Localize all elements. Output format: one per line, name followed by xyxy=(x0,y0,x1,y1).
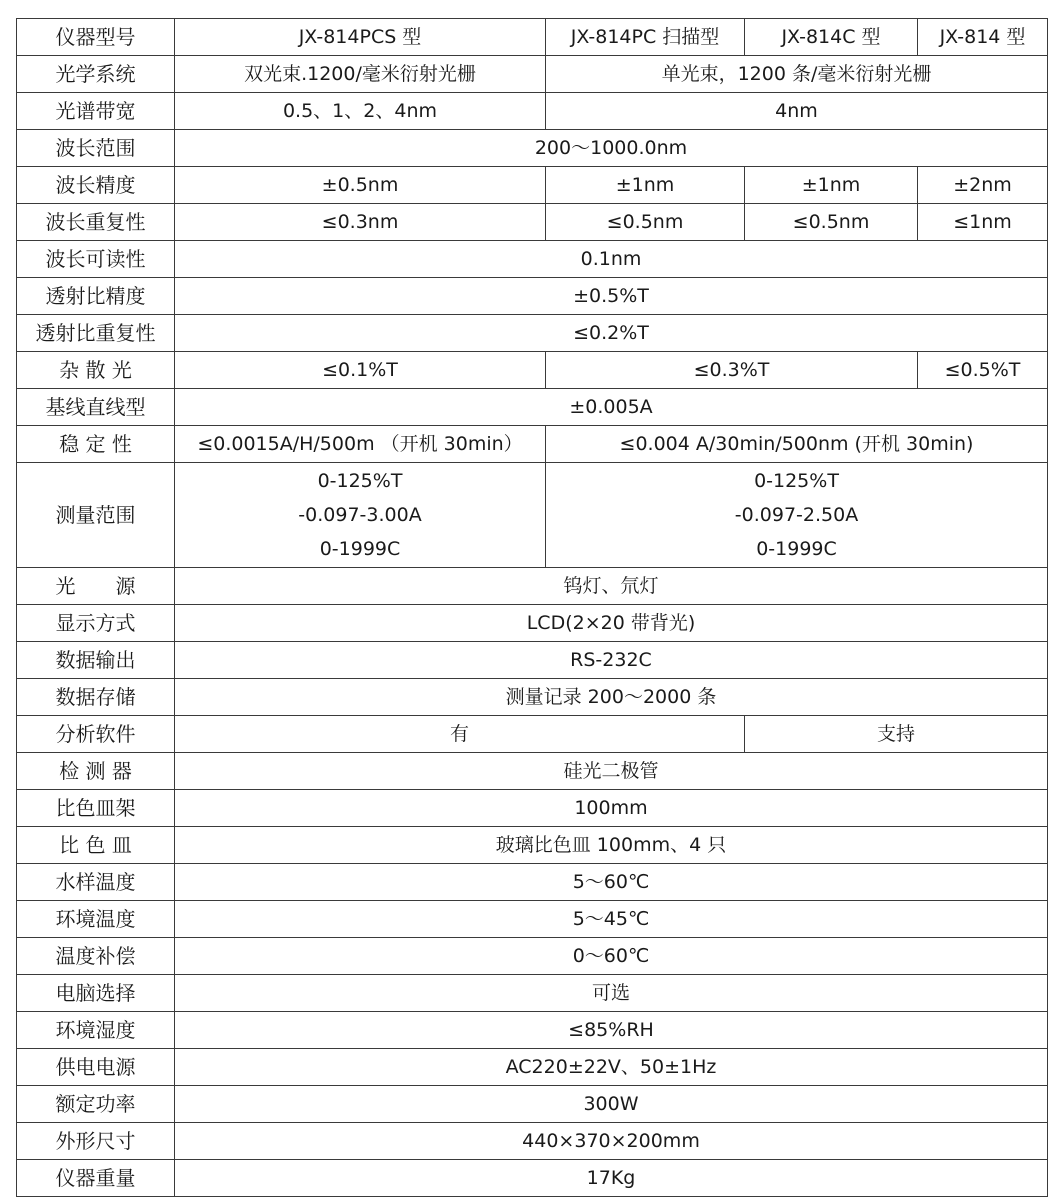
row-label: 分析软件 xyxy=(17,716,175,753)
spec-value-line: 0-125%T xyxy=(754,470,839,492)
spec-value-cell: 0～60℃ xyxy=(175,938,1048,975)
table-row xyxy=(17,1160,1048,1197)
spec-value-cell: ±0.5%T xyxy=(175,278,1048,315)
row-label: 波长重复性 xyxy=(17,204,175,241)
spec-value-cell: 100mm xyxy=(175,790,1048,827)
row-label: 温度补偿 xyxy=(17,938,175,975)
row-label: 额定功率 xyxy=(17,1086,175,1123)
row-label: 杂 散 光 xyxy=(17,352,175,389)
spec-value-cell xyxy=(546,463,1048,568)
spec-value-cell: 有 xyxy=(175,716,745,753)
row-label: 透射比精度 xyxy=(17,278,175,315)
spec-value-cell: RS-232C xyxy=(175,642,1048,679)
table-row xyxy=(17,938,1048,975)
table-row xyxy=(17,315,1048,352)
spec-value-cell: ≤0.5%T xyxy=(918,352,1048,389)
table-row xyxy=(17,1123,1048,1160)
spec-value-cell: LCD(2×20 带背光) xyxy=(175,605,1048,642)
spec-value-cell: 4nm xyxy=(546,93,1048,130)
spec-value-cell: 5～45℃ xyxy=(175,901,1048,938)
row-label: 检 测 器 xyxy=(17,753,175,790)
table-row xyxy=(17,278,1048,315)
table-row xyxy=(17,568,1048,605)
spec-value-cell: ≤1nm xyxy=(918,204,1048,241)
spec-value-cell: ≤0.5nm xyxy=(745,204,918,241)
spec-value-cell: ±0.005A xyxy=(175,389,1048,426)
row-label: 比 色 皿 xyxy=(17,827,175,864)
table-row xyxy=(17,93,1048,130)
spec-value-cell: ≤0.1%T xyxy=(175,352,546,389)
row-label: 波长范围 xyxy=(17,130,175,167)
table-row xyxy=(17,19,1048,56)
row-label: 环境温度 xyxy=(17,901,175,938)
spec-value-cell: 硅光二极管 xyxy=(175,753,1048,790)
spec-value-cell: ±1nm xyxy=(745,167,918,204)
row-label: 环境湿度 xyxy=(17,1012,175,1049)
table-row xyxy=(17,1049,1048,1086)
spec-value-line: 0-1999C xyxy=(319,538,401,560)
spec-value-cell: 200～1000.0nm xyxy=(175,130,1048,167)
table-row xyxy=(17,864,1048,901)
spec-value-cell: AC220±22V、50±1Hz xyxy=(175,1049,1048,1086)
table-row xyxy=(17,716,1048,753)
row-label: 水样温度 xyxy=(17,864,175,901)
spec-value-cell: 440×370×200mm xyxy=(175,1123,1048,1160)
table-row xyxy=(17,204,1048,241)
spec-value-cell: 0.1nm xyxy=(175,241,1048,278)
spec-value-cell: JX-814 型 xyxy=(918,19,1048,56)
spec-value-cell: 单光束，1200 条/毫米衍射光栅 xyxy=(546,56,1048,93)
spec-value-cell: 17Kg xyxy=(175,1160,1048,1197)
table-row xyxy=(17,241,1048,278)
spec-value-cell: 300W xyxy=(175,1086,1048,1123)
table-row xyxy=(17,463,1048,568)
table-row xyxy=(17,975,1048,1012)
row-label: 比色皿架 xyxy=(17,790,175,827)
spec-value-cell: ≤0.3%T xyxy=(546,352,918,389)
spec-value-cell: 双光束.1200/毫米衍射光栅 xyxy=(175,56,546,93)
spec-value-line: -0.097-3.00A xyxy=(298,504,422,526)
table-row xyxy=(17,130,1048,167)
table-row xyxy=(17,605,1048,642)
table-row xyxy=(17,1086,1048,1123)
spec-value-cell: ≤0.5nm xyxy=(546,204,745,241)
table-row xyxy=(17,167,1048,204)
row-label: 显示方式 xyxy=(17,605,175,642)
row-label: 外形尺寸 xyxy=(17,1123,175,1160)
table-row xyxy=(17,642,1048,679)
spec-value-cell: 支持 xyxy=(745,716,1048,753)
row-label: 波长可读性 xyxy=(17,241,175,278)
row-label: 透射比重复性 xyxy=(17,315,175,352)
spec-value-cell: 0.5、1、2、4nm xyxy=(175,93,546,130)
spec-value-cell: 玻璃比色皿 100mm、4 只 xyxy=(175,827,1048,864)
table-row xyxy=(17,426,1048,463)
row-label: 数据输出 xyxy=(17,642,175,679)
table-row xyxy=(17,790,1048,827)
row-label: 光谱带宽 xyxy=(17,93,175,130)
row-label: 基线直线型 xyxy=(17,389,175,426)
table-row xyxy=(17,901,1048,938)
spec-table xyxy=(16,18,1048,1197)
spec-value-cell: JX-814PCS 型 xyxy=(175,19,546,56)
row-label: 电脑选择 xyxy=(17,975,175,1012)
table-row xyxy=(17,352,1048,389)
table-row xyxy=(17,679,1048,716)
row-label: 仪器型号 xyxy=(17,19,175,56)
spec-value-cell: ≤0.2%T xyxy=(175,315,1048,352)
spec-value-cell: JX-814C 型 xyxy=(745,19,918,56)
spec-value-cell: ±2nm xyxy=(918,167,1048,204)
spec-table-body xyxy=(17,19,1048,1197)
spec-value-cell: 测量记录 200～2000 条 xyxy=(175,679,1048,716)
spec-value-cell: ≤0.0015A/H/500m （开机 30min） xyxy=(175,426,546,463)
row-label: 仪器重量 xyxy=(17,1160,175,1197)
spec-value-line: 0-125%T xyxy=(317,470,403,492)
row-label: 波长精度 xyxy=(17,167,175,204)
table-row xyxy=(17,827,1048,864)
row-label: 光 源 xyxy=(17,568,175,605)
row-label: 测量范围 xyxy=(17,463,175,568)
table-row xyxy=(17,56,1048,93)
spec-value-cell: ≤0.3nm xyxy=(175,204,546,241)
spec-value-cell: ±0.5nm xyxy=(175,167,546,204)
spec-value-line: -0.097-2.50A xyxy=(734,504,859,526)
spec-value-cell: JX-814PC 扫描型 xyxy=(546,19,745,56)
spec-value-cell: ≤85%RH xyxy=(175,1012,1048,1049)
spec-value-cell: 钨灯、氘灯 xyxy=(175,568,1048,605)
spec-value-cell: 5～60℃ xyxy=(175,864,1048,901)
table-row xyxy=(17,1012,1048,1049)
spec-value-line: 0-1999C xyxy=(756,538,837,560)
spec-value-cell: 可选 xyxy=(175,975,1048,1012)
row-label: 光学系统 xyxy=(17,56,175,93)
table-row xyxy=(17,389,1048,426)
spec-value-cell: ≤0.004 A/30min/500nm (开机 30min) xyxy=(546,426,1048,463)
row-label: 供电电源 xyxy=(17,1049,175,1086)
row-label: 稳 定 性 xyxy=(17,426,175,463)
row-label: 数据存储 xyxy=(17,679,175,716)
spec-value-cell xyxy=(175,463,546,568)
spec-value-cell: ±1nm xyxy=(546,167,745,204)
table-row xyxy=(17,753,1048,790)
